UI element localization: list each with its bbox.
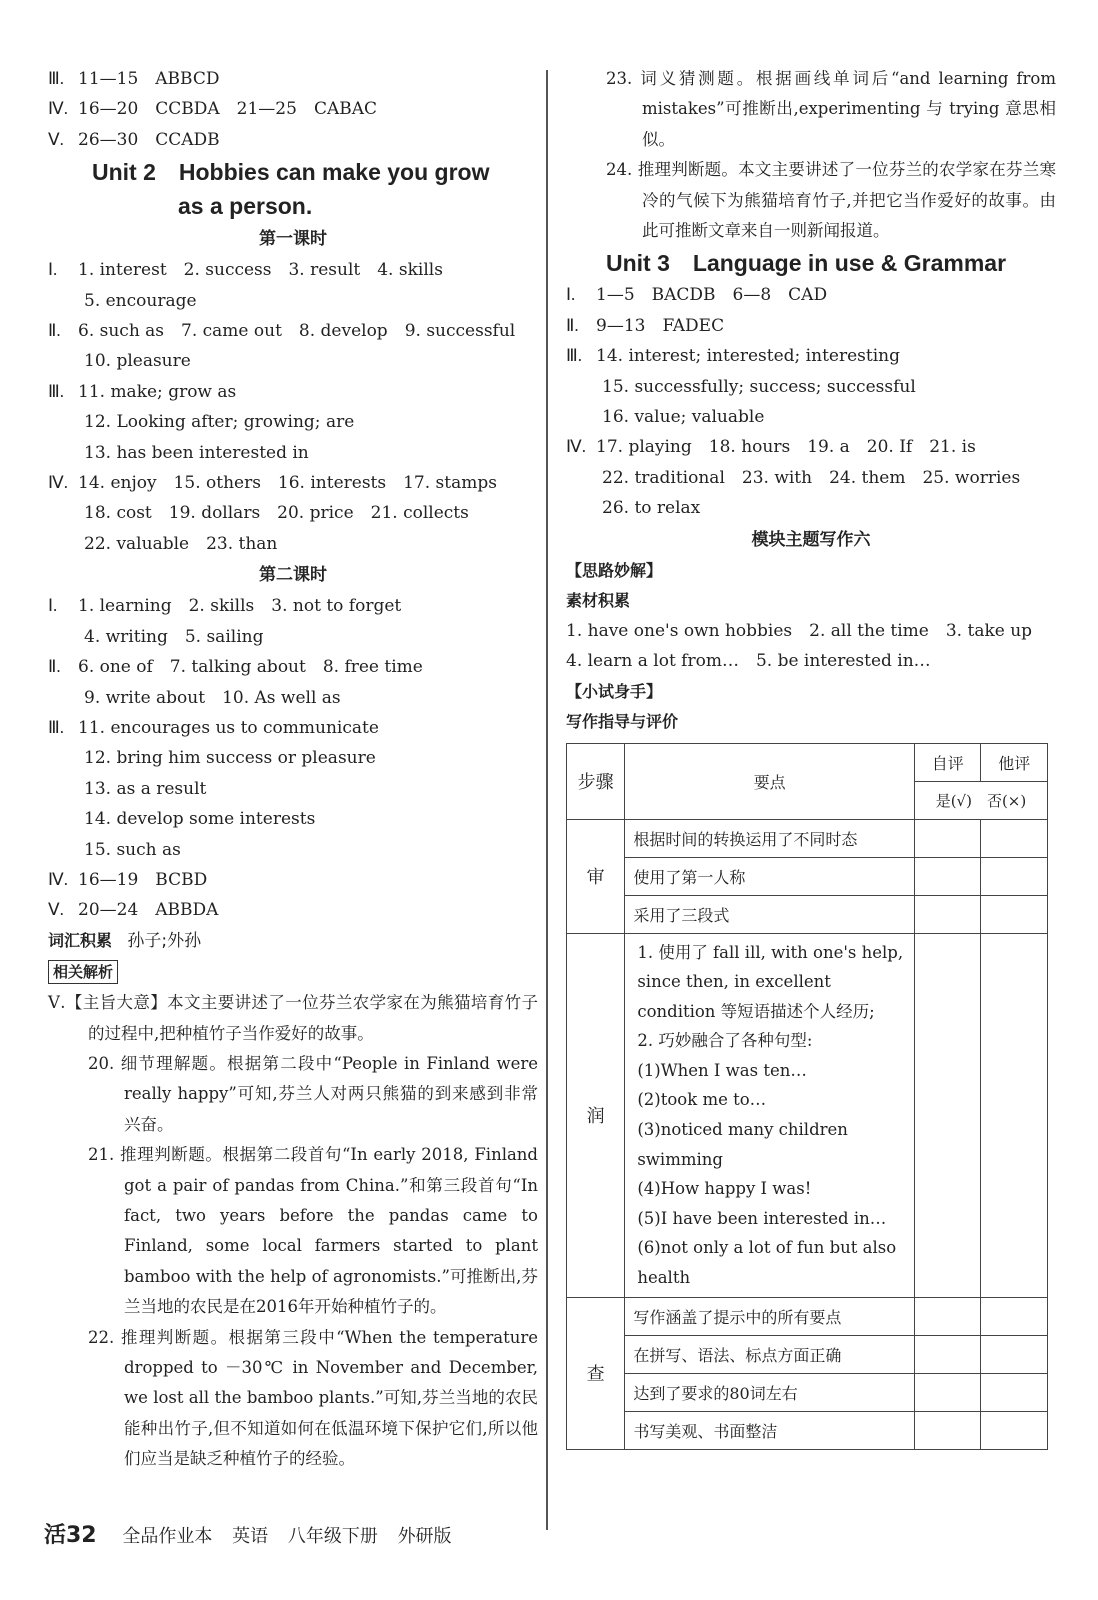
answer-line <box>48 743 538 773</box>
analysis-list-continued <box>566 64 1056 246</box>
page-number: 活32 <box>44 1523 97 1548</box>
score-cell-self[interactable] <box>914 933 981 1297</box>
answer-text: 15. successfully; success; successful <box>602 376 916 397</box>
roman-numeral: Ⅳ. <box>48 99 68 119</box>
table-row <box>567 819 1048 857</box>
unit3-title: Unit 3 Language in use & Grammar <box>606 250 1007 277</box>
answer-text: 20—24 ABBDA <box>78 900 219 921</box>
table-row <box>567 1297 1048 1335</box>
answer-text: 18. cost 19. dollars 20. price 21. collects <box>84 503 469 524</box>
answer-text: 26—30 CCADB <box>78 129 220 150</box>
answer-text: 12. bring him success or pleasure <box>84 748 376 769</box>
answer-line <box>48 591 538 621</box>
col-other-header: 他评 <box>981 743 1048 781</box>
point-cell: 采用了三段式 <box>625 895 915 933</box>
analysis-paragraph: 24. 推理判断题。本文主要讲述了一位芬兰的农学家在芬兰寒冷的气候下为熊猫培育竹子,并把它当作爱好的故事。由此可推断文章来自一则新闻报道。 <box>606 160 1056 241</box>
answer-text: 16—20 CCBDA 21—25 CABAC <box>78 99 378 120</box>
roman-numeral: Ⅲ. <box>566 346 582 366</box>
analysis-list <box>48 988 538 1475</box>
vocab-line <box>48 926 538 956</box>
analysis-paragraph: Ⅴ.【主旨大意】本文主要讲述了一位芬兰农学家在为熊猫培育竹子的过程中,把种植竹子当作爱好的故事。 <box>48 993 538 1043</box>
lesson1-answers <box>48 255 538 559</box>
roman-numeral: Ⅳ. <box>566 437 586 457</box>
answer-line <box>566 432 1056 462</box>
table-row <box>567 933 1048 1297</box>
lesson2-heading: 第二课时 <box>259 565 327 586</box>
answer-text: 11—15 ABBCD <box>78 69 220 89</box>
vocab-label: 词汇积累 <box>48 930 113 950</box>
footer-edition: 外研版 <box>397 1526 452 1547</box>
roman-numeral: Ⅴ. <box>48 900 64 920</box>
answer-text: 13. as a result <box>84 778 207 799</box>
roman-numeral: Ⅱ. <box>48 657 61 677</box>
answer-text: 6. one of 7. talking about 8. free time <box>78 657 423 678</box>
score-cell-other[interactable] <box>981 933 1048 1297</box>
roman-numeral: Ⅱ. <box>566 315 579 335</box>
answer-text: 4. writing 5. sailing <box>84 626 264 647</box>
table-row <box>567 1373 1048 1411</box>
answer-line <box>48 713 538 743</box>
score-cell-self[interactable] <box>914 857 981 895</box>
answer-line <box>48 498 538 528</box>
material-line: 1. have one's own hobbies 2. all the time 3. take up <box>566 620 1033 641</box>
answer-text: 14. interest; interested; interesting <box>596 346 900 367</box>
column-divider <box>546 70 548 1530</box>
answer-text: 6. such as 7. came out 8. develop 9. successful <box>78 321 516 342</box>
score-cell-self[interactable] <box>914 1297 981 1335</box>
answer-line <box>48 804 538 834</box>
answer-line <box>48 683 538 713</box>
answer-line <box>48 407 538 437</box>
guide-label: 写作指导与评价 <box>566 711 679 731</box>
answer-text: 5. encourage <box>84 290 197 311</box>
point-cell: 1. 使用了 fall ill, with one's help, since then, in excellent condition 等短语描述个人经历; 2. 巧妙融合了各种句型: (1)When I was ten… (2)took me to… (3)noticed many children swimming (4)How happy I was! (5)I have been interested in… (6)not only a lot of fun but also health <box>625 933 915 1297</box>
score-cell-other[interactable] <box>981 1373 1048 1411</box>
analysis-label: 相关解析 <box>48 960 118 984</box>
writing-title: 模块主题写作六 <box>751 529 871 550</box>
evaluation-table <box>566 743 1048 1450</box>
analysis-paragraph: 21. 推理判断题。根据第二段首句“In early 2018, Finland got a pair of pandas from China.”和第三段首句“In fact, two years before the pandas came to Finland, some local farmers started to plant bamboo with the help of agronomists.”可推断出,芬兰当地的农民是在2016年开始种植竹子的。 <box>88 1145 538 1317</box>
unit2-title-line2: as a person. <box>178 193 313 220</box>
answer-text: 17. playing 18. hours 19. a 20. If 21. is <box>596 437 976 458</box>
answer-line <box>48 94 538 124</box>
step-cell: 查 <box>567 1297 625 1449</box>
roman-numeral: Ⅴ. <box>48 129 64 149</box>
answer-text: 9—13 FADEC <box>596 315 725 336</box>
answer-line <box>48 835 538 865</box>
answer-line <box>48 895 538 925</box>
answer-text: 9. write about 10. As well as <box>84 687 341 708</box>
point-cell: 在拼写、语法、标点方面正确 <box>625 1335 915 1373</box>
table-row <box>567 895 1048 933</box>
answer-text: 12. Looking after; growing; are <box>84 412 355 433</box>
left-column <box>48 64 538 1475</box>
answer-text: 22. traditional 23. with 24. them 25. worries <box>602 467 1021 488</box>
unit3-answers <box>566 280 1056 523</box>
material-line: 4. learn a lot from… 5. be interested in… <box>566 651 931 672</box>
answer-text: 16—19 BCBD <box>78 869 208 890</box>
lesson1-heading: 第一课时 <box>259 229 327 250</box>
roman-numeral: Ⅲ. <box>48 717 64 737</box>
score-cell-self[interactable] <box>914 1373 981 1411</box>
answer-line <box>566 493 1056 523</box>
analysis-paragraph: 22. 推理判断题。根据第三段中“When the temperature dropped to －30℃ in November and December, we lost all the bamboo plants.”可知,芬兰当地的农民能种出竹子,但不知道如何在低温环境下保护它们,所以他们应当是缺乏种植竹子的经验。 <box>88 1327 538 1469</box>
answer-line <box>48 346 538 376</box>
answer-line <box>566 463 1056 493</box>
roman-numeral: Ⅰ. <box>566 285 576 305</box>
answers-top <box>48 64 538 155</box>
score-cell-self[interactable] <box>914 819 981 857</box>
footer-grade: 八年级下册 <box>287 1526 378 1547</box>
answer-line <box>48 64 538 94</box>
answer-line <box>48 865 538 895</box>
col-step-header: 步骤 <box>567 743 625 819</box>
col-point-header: 要点 <box>625 743 915 819</box>
yes-no-header: 是(√) 否(×) <box>914 781 1047 819</box>
material-label: 素材积累 <box>566 590 631 610</box>
answer-line <box>48 255 538 285</box>
score-cell-self[interactable] <box>914 1411 981 1449</box>
roman-numeral: Ⅳ. <box>48 473 68 493</box>
answer-line <box>48 468 538 498</box>
answer-line <box>566 372 1056 402</box>
answer-text: 14. enjoy 15. others 16. interests 17. stamps <box>78 473 497 494</box>
roman-numeral: Ⅰ. <box>48 260 58 280</box>
answer-line <box>48 286 538 316</box>
score-cell-other[interactable] <box>981 895 1048 933</box>
score-cell-self[interactable] <box>914 1335 981 1373</box>
analysis-paragraph: 23. 词义猜测题。根据画线单词后“and learning from mistakes”可推断出,experimenting 与 trying 意思相似。 <box>606 69 1056 149</box>
answer-text: 22. valuable 23. than <box>84 533 278 554</box>
point-cell: 写作涵盖了提示中的所有要点 <box>625 1297 915 1335</box>
point-cell: 书写美观、书面整洁 <box>625 1411 915 1449</box>
answer-line <box>566 280 1056 310</box>
answer-text: 1—5 BACDB 6—8 CAD <box>596 285 828 306</box>
footer-book: 全品作业本 <box>122 1526 213 1547</box>
answer-text: 11. encourages us to communicate <box>78 717 379 738</box>
unit2-title-line1: Unit 2 Hobbies can make you grow <box>92 159 490 186</box>
roman-numeral: Ⅲ. <box>48 69 64 88</box>
answer-text: 1. interest 2. success 3. result 4. skills <box>78 260 443 281</box>
step-cell: 润 <box>567 933 625 1297</box>
page-footer <box>44 1518 466 1549</box>
answer-line <box>48 316 538 346</box>
idea-label: 【思路妙解】 <box>566 560 663 580</box>
try-label: 【小试身手】 <box>566 681 663 701</box>
point-cell: 达到了要求的80词左右 <box>625 1373 915 1411</box>
analysis-paragraph: 20. 细节理解题。根据第二段中“People in Finland were really happy”可知,芬兰人对两只熊猫的到来感到非常兴奋。 <box>88 1053 538 1134</box>
answer-line <box>48 529 538 559</box>
answer-line <box>48 622 538 652</box>
score-cell-other[interactable] <box>981 819 1048 857</box>
score-cell-other[interactable] <box>981 1335 1048 1373</box>
table-row <box>567 1335 1048 1373</box>
answer-line <box>566 311 1056 341</box>
material-list <box>566 616 1056 677</box>
answer-text: 1. learning 2. skills 3. not to forget <box>78 596 402 617</box>
answer-line <box>48 377 538 407</box>
answer-text: 13. has been interested in <box>84 442 309 463</box>
vocab-text: 孙子;外孙 <box>127 930 202 951</box>
answer-text: 15. such as <box>84 839 181 860</box>
answer-line <box>48 774 538 804</box>
point-cell: 使用了第一人称 <box>625 857 915 895</box>
answer-line <box>566 402 1056 432</box>
answer-line <box>48 125 538 155</box>
answer-text: 26. to relax <box>602 498 701 519</box>
point-cell: 根据时间的转换运用了不同时态 <box>625 819 915 857</box>
col-self-header: 自评 <box>914 743 981 781</box>
roman-numeral: Ⅳ. <box>48 869 68 889</box>
roman-numeral: Ⅰ. <box>48 596 58 616</box>
answer-text: 14. develop some interests <box>84 809 316 830</box>
score-cell-other[interactable] <box>981 1297 1048 1335</box>
answer-line <box>48 438 538 468</box>
score-cell-other[interactable] <box>981 857 1048 895</box>
table-row <box>567 1411 1048 1449</box>
roman-numeral: Ⅲ. <box>48 381 64 401</box>
answer-text: 10. pleasure <box>84 351 191 372</box>
score-cell-self[interactable] <box>914 895 981 933</box>
answer-text: 16. value; valuable <box>602 407 765 428</box>
answer-line <box>566 341 1056 371</box>
answer-text: 11. make; grow as <box>78 381 237 402</box>
roman-numeral: Ⅱ. <box>48 321 61 341</box>
right-column <box>566 64 1056 1450</box>
lesson2-answers <box>48 591 538 925</box>
score-cell-other[interactable] <box>981 1411 1048 1449</box>
footer-subject: 英语 <box>232 1526 269 1547</box>
table-row <box>567 857 1048 895</box>
step-cell: 审 <box>567 819 625 933</box>
answer-line <box>48 652 538 682</box>
